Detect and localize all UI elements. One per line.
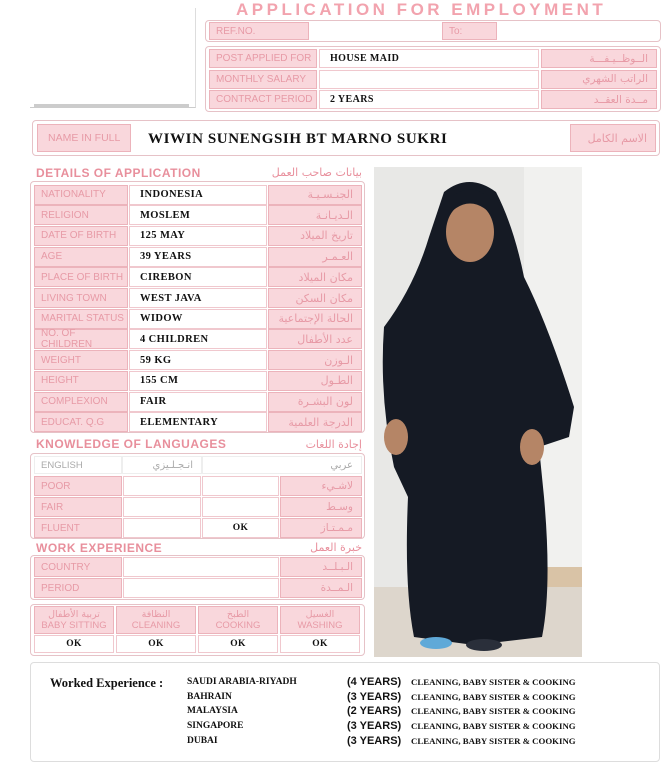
detail-value: CIREBON xyxy=(129,267,267,287)
detail-label: NO. OF CHILDREN xyxy=(34,329,128,349)
detail-label-ar: الحالة الإجتماعية xyxy=(268,309,362,329)
languages-title: KNOWLEDGE OF LANGUAGES xyxy=(36,437,227,451)
page-title: APPLICATION FOR EMPLOYMENT xyxy=(236,0,607,19)
detail-label: DATE OF BIRTH xyxy=(34,226,128,246)
worked-years: (3 YEARS) xyxy=(347,720,402,733)
detail-value: 155 CM xyxy=(129,371,267,391)
worked-country: DUBAI xyxy=(187,735,218,746)
detail-label: EDUCAT. Q.G xyxy=(34,412,128,432)
work-row-label-ar: الـمــدة xyxy=(280,578,362,598)
detail-label-ar: عدد الأطفال xyxy=(268,329,362,349)
work-row-label-ar: الـبـلــد xyxy=(280,557,362,577)
worked-experience-item xyxy=(187,719,647,734)
detail-label-ar: الـديـانـة xyxy=(268,205,362,225)
detail-label: HEIGHT xyxy=(34,371,128,391)
detail-label: RELIGION xyxy=(34,205,128,225)
detail-value: 39 YEARS xyxy=(129,247,267,267)
detail-label-ar: الـوزن xyxy=(268,350,362,370)
post-row-label: CONTRACT PERIOD xyxy=(209,90,317,109)
detail-label: PLACE OF BIRTH xyxy=(34,267,128,287)
language-english-value xyxy=(123,518,201,538)
detail-label-ar: الدرجة العلمية xyxy=(268,412,362,432)
detail-value: 59 KG xyxy=(129,350,267,370)
language-level-label-ar: مـمـتـاز xyxy=(280,518,362,538)
skill-label-ar: الطبخ xyxy=(226,609,250,620)
worked-experience-list xyxy=(187,675,647,755)
detail-label-ar: مكان السكن xyxy=(268,288,362,308)
work-title-ar: خبرة العمل xyxy=(310,541,362,554)
worked-duties: CLEANING, BABY SISTER & COOKING xyxy=(411,677,576,688)
worked-experience-item xyxy=(187,704,647,719)
detail-value: FAIR xyxy=(129,392,267,412)
skill-label-ar: تربية الأطفال xyxy=(48,609,100,620)
skill-header xyxy=(280,606,360,634)
detail-value: WIDOW xyxy=(129,309,267,329)
detail-value: 125 MAY xyxy=(129,226,267,246)
language-level-label-ar: لاشـيء xyxy=(280,476,362,496)
languages-title-ar: إجادة اللغات xyxy=(305,438,362,451)
worked-experience-item xyxy=(187,733,647,748)
detail-label: COMPLEXION xyxy=(34,392,128,412)
skill-label-ar: النظافة xyxy=(141,609,171,620)
language-arabic-value xyxy=(202,497,279,517)
post-row-label-ar: الــوظــيـفـــة xyxy=(541,49,657,68)
post-row-value: 2 YEARS xyxy=(319,90,539,109)
worked-experience-item xyxy=(187,690,647,705)
skill-label: COOKING xyxy=(215,620,261,631)
skill-value: OK xyxy=(198,635,278,653)
detail-label: LIVING TOWN xyxy=(34,288,128,308)
worked-duties: CLEANING, BABY SISTER & COOKING xyxy=(411,691,576,702)
worked-country: SAUDI ARABIA-RIYADH xyxy=(187,677,297,688)
work-title: WORK EXPERIENCE xyxy=(36,541,163,555)
ref-label: REF.NO. xyxy=(209,22,309,40)
worked-years: (3 YEARS) xyxy=(347,690,402,703)
photo-placeholder-line xyxy=(34,104,189,107)
post-row-label: POST APPLIED FOR xyxy=(209,49,317,68)
detail-value: 4 CHILDREN xyxy=(129,329,267,349)
post-row-value: HOUSE MAID xyxy=(319,49,539,68)
language-level-label: FLUENT xyxy=(34,518,122,538)
work-row-label: COUNTRY xyxy=(34,557,122,577)
worked-years: (2 YEARS) xyxy=(347,705,402,718)
work-row-value xyxy=(123,578,279,598)
work-row-value xyxy=(123,557,279,577)
skill-value: OK xyxy=(34,635,114,653)
worked-experience-label: Worked Experience : xyxy=(50,676,164,690)
detail-label-ar: العـمـر xyxy=(268,247,362,267)
worked-experience-item xyxy=(187,675,647,690)
name-value: WIWIN SUNENGSIH BT MARNO SUKRI xyxy=(148,131,448,147)
details-title: DETAILS OF APPLICATION xyxy=(36,166,201,180)
skill-label: BABY SITTING xyxy=(41,620,107,631)
applicant-figure xyxy=(374,167,582,657)
worked-years: (4 YEARS) xyxy=(347,676,402,689)
post-row-value xyxy=(319,70,539,89)
worked-country: SINGAPORE xyxy=(187,721,244,732)
post-row-label-ar: الراتب الشهري xyxy=(541,70,657,89)
worked-country: MALAYSIA xyxy=(187,706,238,717)
detail-label-ar: تاريخ الميلاد xyxy=(268,226,362,246)
worked-duties: CLEANING, BABY SISTER & COOKING xyxy=(411,721,576,732)
skill-header xyxy=(116,606,196,634)
skill-label-ar: الغسيل xyxy=(305,609,335,620)
photo-placeholder-frame xyxy=(30,8,196,108)
name-label: NAME IN FULL xyxy=(37,124,131,152)
detail-label: NATIONALITY xyxy=(34,185,128,205)
detail-label-ar: مكان الميلاد xyxy=(268,267,362,287)
skill-value: OK xyxy=(116,635,196,653)
language-arabic-value xyxy=(202,476,279,496)
detail-label-ar: لون البشـرة xyxy=(268,392,362,412)
languages-header-arabic: عربي xyxy=(202,456,362,474)
detail-value: INDONESIA xyxy=(129,185,267,205)
skill-header xyxy=(34,606,114,634)
detail-value: ELEMENTARY xyxy=(129,412,267,432)
language-level-label-ar: وسـط xyxy=(280,497,362,517)
language-level-label: POOR xyxy=(34,476,122,496)
worked-years: (3 YEARS) xyxy=(347,734,402,747)
worked-country: BAHRAIN xyxy=(187,691,232,702)
skill-value: OK xyxy=(280,635,360,653)
detail-value: WEST JAVA xyxy=(129,288,267,308)
language-level-label: FAIR xyxy=(34,497,122,517)
detail-label: WEIGHT xyxy=(34,350,128,370)
languages-header-english-ar: انـجـلـيزي xyxy=(122,456,202,474)
skill-label: WASHING xyxy=(297,620,343,631)
post-row-label: MONTHLY SALARY xyxy=(209,70,317,89)
post-row-label-ar: مــدة العقــد xyxy=(541,90,657,109)
detail-label-ar: الطـول xyxy=(268,371,362,391)
languages-header-english: ENGLISH xyxy=(34,456,122,474)
language-arabic-value: OK xyxy=(202,518,279,538)
applicant-photo xyxy=(374,167,582,657)
skill-label: CLEANING xyxy=(131,620,181,631)
language-english-value xyxy=(123,476,201,496)
detail-label: MARITAL STATUS xyxy=(34,309,128,329)
worked-duties: CLEANING, BABY SISTER & COOKING xyxy=(411,735,576,746)
work-row-label: PERIOD xyxy=(34,578,122,598)
detail-label-ar: الجنـسـيـة xyxy=(268,185,362,205)
worked-duties: CLEANING, BABY SISTER & COOKING xyxy=(411,706,576,717)
skill-header xyxy=(198,606,278,634)
name-label-ar: الاسم الكامل xyxy=(570,124,656,152)
details-title-ar: بيانات صاحب العمل xyxy=(271,166,362,179)
language-english-value xyxy=(123,497,201,517)
detail-value: MOSLEM xyxy=(129,205,267,225)
to-label: To: xyxy=(442,22,497,40)
detail-label: AGE xyxy=(34,247,128,267)
